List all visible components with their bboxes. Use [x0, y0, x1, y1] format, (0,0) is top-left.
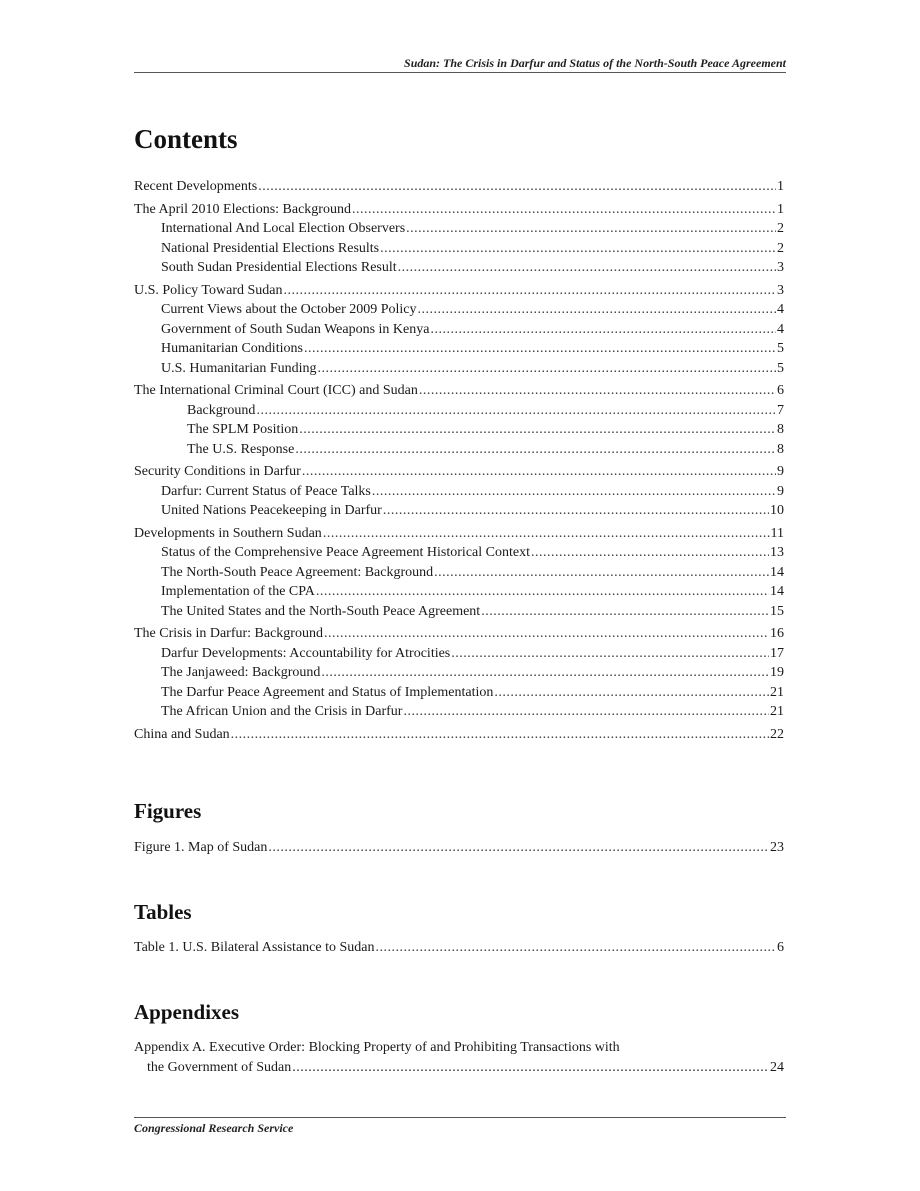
toc-entry-label: Status of the Comprehensive Peace Agreement Historical Context: [161, 545, 530, 560]
dot-leader: [318, 359, 776, 379]
appendix-entry[interactable]: [134, 1038, 784, 1077]
toc-page-number: 1: [777, 179, 784, 194]
dot-leader: [375, 938, 776, 958]
toc-entry-label: The April 2010 Elections: Background: [134, 201, 351, 217]
toc-entry-label: The Darfur Peace Agreement and Status of Implementation: [161, 684, 494, 700]
appendixes-heading: Appendixes: [134, 1000, 240, 1024]
tables-heading: Tables: [134, 900, 192, 924]
toc-entry[interactable]: [134, 683, 784, 703]
toc-page-number: 6: [777, 383, 784, 398]
toc-page-number: 23: [770, 840, 784, 855]
toc-entry-label: South Sudan Presidential Elections Result: [161, 260, 397, 275]
toc-page-number: 11: [770, 525, 784, 541]
toc-entry-label: Current Views about the October 2009 Policy: [161, 302, 417, 317]
toc-entry-label: National Presidential Elections Results: [161, 240, 380, 256]
toc-entry-label: United Nations Peacekeeping in Darfur: [161, 503, 382, 518]
running-header: Sudan: The Crisis in Darfur and Status of the North-South Peace Agreement: [404, 56, 786, 70]
dot-leader: [372, 482, 776, 502]
toc-page-number: 8: [777, 422, 784, 437]
dot-leader: [283, 281, 776, 301]
dot-leader: [258, 177, 776, 197]
dot-leader: [295, 440, 776, 460]
dot-leader: [383, 501, 769, 521]
toc-page-number: 14: [770, 584, 784, 599]
toc-entry[interactable]: [134, 258, 784, 278]
list-of-figures: [134, 838, 784, 858]
dot-leader: [451, 644, 769, 664]
toc-entry-label: Recent Developments: [134, 179, 258, 194]
toc-page-number: 9: [777, 483, 784, 499]
toc-entry-label: Implementation of the CPA: [161, 584, 315, 599]
dot-leader: [419, 381, 776, 401]
figures-heading: Figures: [134, 799, 202, 823]
toc-entry-label: The African Union and the Crisis in Darfur: [161, 704, 403, 719]
toc-entry[interactable]: [134, 663, 784, 683]
toc-entry-label: Darfur Developments: Accountability for Atrocities: [161, 645, 451, 661]
toc-page-number: 9: [777, 464, 784, 479]
dot-leader: [481, 602, 769, 622]
toc-entry[interactable]: [134, 320, 784, 340]
toc-entry[interactable]: [134, 624, 784, 644]
toc-entry[interactable]: [134, 938, 784, 958]
toc-entry[interactable]: [134, 602, 784, 622]
toc-page-number: 6: [777, 940, 784, 955]
toc-entry[interactable]: [134, 582, 784, 602]
toc-entry-label: Government of South Sudan Weapons in Kenya: [161, 321, 430, 337]
toc-entry-label: The International Criminal Court (ICC) and Sudan: [134, 383, 418, 398]
dot-leader: [323, 524, 770, 544]
toc-page-number: 7: [777, 402, 784, 418]
dot-leader: [406, 219, 776, 239]
dot-leader: [352, 200, 776, 220]
toc-entry-label: China and Sudan: [134, 726, 230, 742]
header-rule: [134, 72, 786, 73]
dot-leader: [494, 683, 769, 703]
dot-leader: [324, 624, 769, 644]
toc-page-number: 5: [777, 341, 784, 356]
toc-page-number: 2: [777, 240, 784, 256]
toc-entry-label: U.S. Policy Toward Sudan: [134, 282, 283, 298]
toc-entry[interactable]: [134, 381, 784, 401]
toc-entry[interactable]: [134, 239, 784, 259]
dot-leader: [299, 420, 776, 440]
toc-entry[interactable]: [134, 524, 784, 544]
dot-leader: [434, 563, 769, 583]
toc-page-number: 15: [770, 603, 784, 619]
dot-leader: [304, 339, 776, 359]
toc-entry[interactable]: [134, 420, 784, 440]
toc-entry-label: International And Local Election Observers: [161, 221, 406, 236]
dot-leader: [302, 462, 776, 482]
toc-page-number: 16: [770, 626, 784, 641]
toc-entry[interactable]: [134, 838, 784, 858]
toc-entry[interactable]: [134, 339, 784, 359]
dot-leader: [403, 702, 769, 722]
footer: Congressional Research Service: [134, 1121, 294, 1135]
dot-leader: [418, 300, 776, 320]
toc-entry[interactable]: [134, 300, 784, 320]
dot-leader: [292, 1058, 769, 1078]
toc-entry-label: Developments in Southern Sudan: [134, 525, 322, 541]
toc-entry[interactable]: [134, 401, 784, 421]
toc-page-number: 19: [770, 665, 784, 680]
toc-page-number: 4: [777, 302, 784, 317]
list-of-tables: [134, 938, 784, 958]
appendix-label-line1: Appendix A. Executive Order: Blocking Property of and Prohibiting Transactions with: [134, 1040, 620, 1055]
toc-page-number: 14: [770, 564, 784, 580]
toc-entry[interactable]: [134, 543, 784, 563]
dot-leader: [430, 320, 776, 340]
toc-entry-label: The U.S. Response: [187, 441, 295, 457]
dot-leader: [321, 663, 769, 683]
toc-page-number: 1: [777, 201, 784, 217]
table-of-contents: [134, 177, 784, 744]
toc-page-number: 3: [777, 282, 784, 298]
toc-page-number: 21: [770, 684, 784, 700]
toc-entry[interactable]: [134, 200, 784, 220]
toc-entry[interactable]: [134, 644, 784, 664]
toc-page-number: 22: [770, 726, 784, 742]
toc-entry[interactable]: [134, 563, 784, 583]
toc-page-number: 3: [777, 260, 784, 275]
toc-entry[interactable]: [134, 462, 784, 482]
toc-entry-label: Figure 1. Map of Sudan: [134, 840, 268, 855]
dot-leader: [256, 401, 776, 421]
toc-entry-label: U.S. Humanitarian Funding: [161, 360, 317, 376]
toc-entry[interactable]: [134, 482, 784, 502]
toc-entry[interactable]: [134, 440, 784, 460]
page-title: Contents: [134, 124, 238, 154]
toc-entry-label: The SPLM Position: [187, 422, 299, 437]
toc-entry-label: Table 1. U.S. Bilateral Assistance to Sudan: [134, 940, 375, 955]
dot-leader: [316, 582, 769, 602]
dot-leader: [231, 725, 769, 745]
toc-entry[interactable]: [134, 702, 784, 722]
toc-entry[interactable]: [134, 359, 784, 379]
toc-entry-label: Darfur: Current Status of Peace Talks: [161, 483, 371, 499]
toc-entry-label: The Crisis in Darfur: Background: [134, 626, 323, 641]
dot-leader: [268, 838, 769, 858]
toc-entry-label: The United States and the North-South Peace Agreement: [161, 603, 481, 619]
toc-entry[interactable]: [134, 219, 784, 239]
appendix-page-number: 24: [770, 1059, 784, 1075]
dot-leader: [398, 258, 776, 278]
toc-page-number: 21: [770, 704, 784, 719]
toc-entry-label: The Janjaweed: Background: [161, 665, 321, 680]
toc-entry[interactable]: [134, 281, 784, 301]
toc-entry-label: Security Conditions in Darfur: [134, 464, 301, 479]
footer-rule: [134, 1117, 786, 1118]
toc-page-number: 8: [777, 441, 784, 457]
toc-entry[interactable]: [134, 177, 784, 197]
dot-leader: [531, 543, 769, 563]
appendix-label-line2: the Government of Sudan: [147, 1059, 292, 1075]
toc-page-number: 4: [777, 321, 784, 337]
toc-entry-label: Background: [187, 402, 256, 418]
toc-page-number: 5: [777, 360, 784, 376]
dot-leader: [380, 239, 776, 259]
toc-entry[interactable]: [134, 501, 784, 521]
toc-page-number: 17: [770, 645, 784, 661]
toc-entry-label: Humanitarian Conditions: [161, 341, 303, 356]
toc-page-number: 2: [777, 221, 784, 236]
toc-page-number: 10: [770, 503, 784, 518]
toc-page-number: 13: [770, 545, 784, 560]
toc-entry-label: The North-South Peace Agreement: Background: [161, 564, 434, 580]
toc-entry[interactable]: [134, 725, 784, 745]
